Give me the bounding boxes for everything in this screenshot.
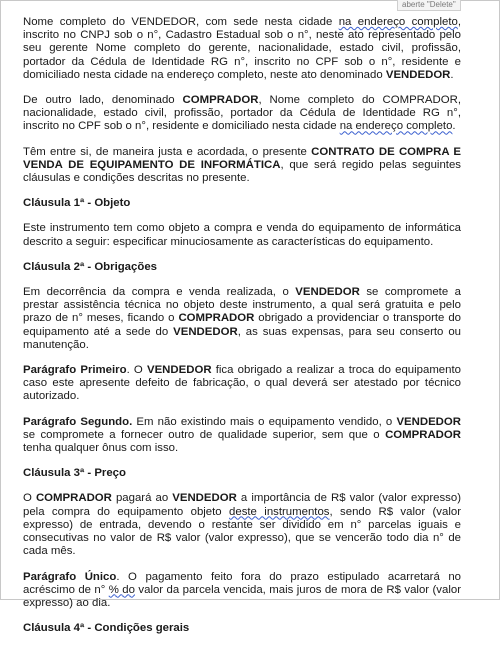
paragraph-label: Parágrafo Primeiro	[23, 364, 127, 377]
spelling-flag[interactable]: na endereço completo	[338, 16, 458, 28]
text-run: , inscrito no CNPJ sob o n°, Cadastro Estadual sob o n°, neste ato representado pelo seu gerente Nome completo do gerente, nacionalidade, estado civil, profissão, portador da Cédula de Identidade RG n°, inscrito no CPF sob o n°, residente e domiciliado nesta cidade na endereço completo, neste ato denominado	[23, 16, 462, 81]
paragraph-primeiro	[23, 364, 461, 404]
bold-term: VENDEDOR	[146, 364, 212, 377]
bold-term: VENDEDOR	[396, 415, 461, 428]
text-run: a importância de R$ valor (valor expresso) pela compra do equipamento objeto	[23, 492, 462, 518]
paragraph-vendedor	[23, 16, 461, 82]
paragraph-label: Parágrafo Segundo.	[23, 415, 133, 428]
bold-term: COMPRADOR	[182, 94, 259, 107]
bold-term: COMPRADOR	[385, 428, 461, 441]
paragraph-preco	[23, 492, 461, 558]
text-run: se compromete a fornecer outro de qualidade superior, sem que o	[23, 428, 386, 441]
spelling-flag[interactable]: deste instrumentos	[229, 505, 330, 518]
text-run: Nome completo do VENDEDOR, com sede nesta cidade	[23, 16, 339, 28]
paragraph-comprador	[23, 94, 461, 134]
text-run: valor da parcela vencida, mais juros de mora de R$ valor (valor expresso) ao dia.	[23, 583, 461, 609]
bold-term: COMPRADOR	[178, 312, 255, 325]
clause-heading-objeto: Cláusula 1ª - Objeto	[23, 197, 131, 210]
bold-term: CONTRATO DE COMPRA E VENDA DE EQUIPAMENTO DE INFORMÁTICA	[23, 145, 462, 171]
paragraph-obrigacoes	[23, 286, 461, 352]
bold-term: VENDEDOR	[385, 68, 451, 81]
document-page[interactable]	[23, 16, 461, 647]
text-run: , sendo R$ valor (valor expresso) de entrada, devendo o restante ser dividido em n° parcelas iguais e consecutivas no valor de R$ valor (valor expresso), que se vencerão todo dia n° de cada mês.	[23, 505, 461, 558]
paragraph-objeto: Este instrumento tem como objeto a compra e venda do equipamento de informática descrito a seguir: especificar minuciosamente as características do equipamento.	[23, 222, 461, 248]
text-run: tenha qualquer ônus com isso.	[23, 442, 179, 455]
paragraph-label: Parágrafo Único	[23, 570, 117, 583]
text-run: Em decorrência da compra e venda realizada, o	[23, 286, 296, 299]
clause-heading-obrigacoes: Cláusula 2ª - Obrigações	[23, 260, 157, 273]
paragraph-segundo	[23, 416, 461, 456]
paragraph-unico	[23, 571, 461, 611]
spelling-flag[interactable]: na endereço completo	[339, 120, 453, 133]
text-run: , Nome completo do COMPRADOR, nacionalidade, estado civil, profissão, portador da Cédula de Identidade RG n°, inscrito no CPF sob o n°, residente e domiciliado nesta cidade	[23, 94, 461, 133]
text-run: obrigado a providenciar o transporte do equipamento até a sede do	[23, 312, 461, 338]
text-run: se compromete a prestar assistência técnica no objeto deste instrumento, a qual será gratuita e pelo prazo de n° meses, ficando o	[23, 286, 461, 325]
paragraph-contract-intro	[23, 146, 461, 186]
text-run: Em não existindo mais o equipamento vendido, o	[132, 415, 397, 428]
text-run: .	[450, 68, 454, 81]
text-run: De outro lado, denominado	[23, 94, 183, 107]
clause-heading-preco: Cláusula 3ª - Preço	[23, 467, 126, 480]
bold-term: COMPRADOR	[35, 492, 112, 505]
text-run: fica obrigado a realizar a troca do equipamento caso este apresente defeito de fabricação, o qual deverá ser atestado por técnico autorizado.	[23, 364, 461, 403]
text-run: O	[23, 492, 36, 505]
text-run: Têm entre si, de maneira justa e acordada, o presente	[23, 145, 312, 158]
text-run: . O pagamento feito fora do prazo estipulado acarretará no acréscimo de n°	[23, 570, 462, 596]
text-run: pagará ao	[111, 492, 173, 505]
bold-term: VENDEDOR	[173, 325, 238, 338]
clause-heading-condicoes: Cláusula 4ª - Condições gerais	[23, 622, 190, 635]
text-run: , que será regido pelas seguintes cláusulas e condições descritas no presente.	[23, 158, 461, 185]
text-run: .	[452, 120, 456, 133]
spelling-flag[interactable]: % do	[108, 583, 135, 596]
bold-term: VENDEDOR	[295, 286, 360, 299]
delete-tooltip: aberte "Delete"	[397, 0, 461, 11]
bold-term: VENDEDOR	[172, 492, 237, 505]
text-run: , as suas expensas, para seu conserto ou manutenção.	[23, 325, 461, 351]
text-run: . O	[126, 364, 147, 377]
